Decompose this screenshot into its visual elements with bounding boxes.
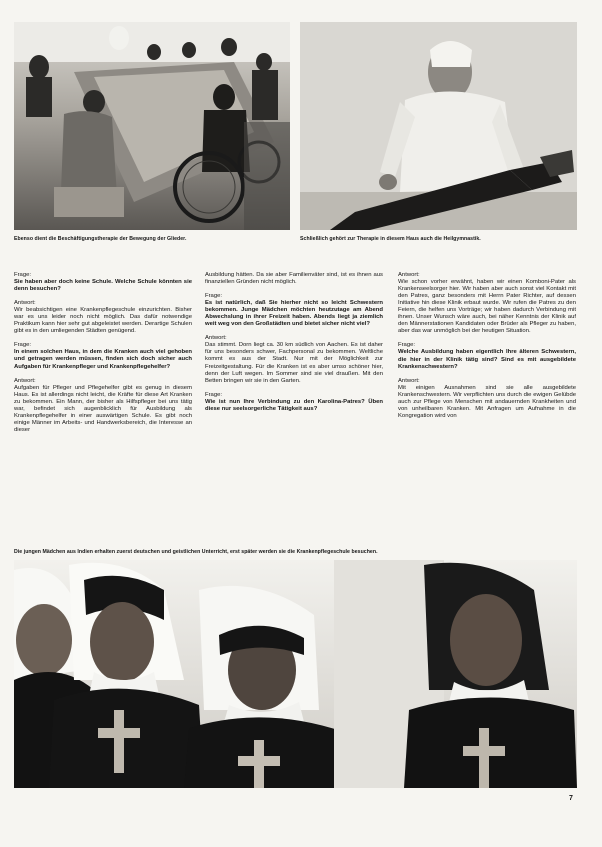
column-3-block-4: Welche Ausbildung haben eigentlich Ihre älteren Schwestern, die hier in der Klinik tätig sind? Sind es mit ausgebildete Krankenschwestern? bbox=[398, 349, 576, 370]
page-number: 7 bbox=[569, 795, 573, 802]
column-2-block-5: Das stimmt. Dorn liegt ca. 30 km südlich von Aachen. Es ist daher für uns besonders schwer, Fachpersonal zu bekommen. Weltliche kommt es aus der Stadt. Nur mit der Möglichkeit zur Freizeitgestaltung. Für die Kranken ist es aber umso schöner hier, denn der Luft wegen. Im Sommer sind sie viel draußen. Mit den Betten bringen wir sie in den Garten. bbox=[205, 342, 383, 384]
nuns-photo bbox=[14, 560, 577, 788]
column-1-block-3: Antwort: bbox=[14, 300, 36, 307]
column-2-block-6: Frage: bbox=[205, 391, 223, 398]
column-2-block-7: Wie ist nun Ihre Verbindung zu den Karolina-Patres? Üben diese nur seelsorgerliche Tätigkeit aus? bbox=[205, 398, 383, 412]
column-3-block-6: Mit einigen Ausnahmen sind sie alle ausgebildete Krankenschwestern. Wir verpflichten uns durch die ewigen Gelübde auch zur Pflege von Menschen mit andauernden Krankheiten und von unheilbaren Kranken. Mit Anfragen um Aufnahme in die Kongregation wird von bbox=[398, 384, 576, 419]
column-2-block-4: Antwort: bbox=[205, 335, 227, 342]
column-3-block-3: Frage: bbox=[398, 342, 416, 349]
column-1-block-4: Wir beabsichtigen eine Krankenpflegeschule einzurichten. Bisher war es uns leider noch nicht möglich. Das dafür notwendige Praktikum kann hier sehr gut abgeleistet werden. Derartige Schulen gibt es in den umliegenden Städten genügend. bbox=[14, 307, 192, 335]
text-column-1 bbox=[14, 272, 192, 434]
column-3-block-2: Wie schon vorher erwähnt, haben wir einen Komboni-Pater als Krankenseelsorger hier. Wir haben aber auch sonst viel Kontakt mit den Patres, ganz besonders mit Herrn Pater Richter, auf dessen Initiative hin diese Klinik erbaut wurde. Wir rufen die Patres zu den Feiern, die helfen uns Vorträge; wir haben dadurch Verbindung mit ihnen. Unser Wunsch wäre auch, bei näher Kenntnis der Klinik auf den Männerstationen Kandidaten oder Brüder als Pfleger zu haben, aber das war unmöglich bei der heutigen Situation. bbox=[398, 279, 576, 335]
column-2-block-1: Ausbildung hätten. Da sie aber Familienväter sind, ist es ihnen aus finanziellen Gründen nicht möglich. bbox=[205, 272, 383, 286]
column-1-block-5: Frage: bbox=[14, 342, 32, 349]
column-1-block-7: Antwort: bbox=[14, 377, 36, 384]
column-3-block-5: Antwort: bbox=[398, 377, 420, 384]
workshop-photo bbox=[14, 22, 290, 230]
column-2-block-3: Es ist natürlich, daß Sie hierher nicht so leicht Schwestern bekommen. Junge Mädchen möchten heutzutage am Abend Abwechslung in ihrer Freizeit haben. Abends liegt ja ziemlich weit weg von den Großstädten und bietet sicher nicht viel? bbox=[205, 300, 383, 328]
text-column-2 bbox=[205, 272, 383, 413]
nuns-caption: Die jungen Mädchen aus Indien erhalten zuerst deutschen und geistlichen Unterricht, erst später werden sie die Krankenpflegeschule besuchen. bbox=[14, 549, 378, 555]
therapy-photo bbox=[300, 22, 577, 230]
column-1-block-1: Frage: bbox=[14, 272, 32, 278]
therapy-caption: Schließlich gehört zur Therapie in diesem Haus auch die Heilgymnastik. bbox=[300, 236, 481, 242]
column-1-block-8: Aufgaben für Pfleger und Pflegehelfer gibt es genug in diesem Haus. Es ist allerdings nicht leicht, die Kräfte für diese Art Kranken zu bekommen. Ein Mann, der bisher als Hilfspfleger bei uns tätig war, befindet sich augenblicklich für Ausbildung als Krankenpflegehelfer in einer auswärtigen Schule. Es gibt noch einige Männer im Arbeits- und Handwerksbereich, die Interesse an dieser bbox=[14, 384, 192, 433]
workshop-caption: Ebenso dient die Beschäftigungstherapie der Bewegung der Glieder. bbox=[14, 236, 187, 242]
text-column-3 bbox=[398, 272, 576, 420]
column-2-block-2: Frage: bbox=[205, 293, 223, 300]
column-1-block-6: In einem solchen Haus, in dem die Kranken auch viel gehoben und getragen werden müssen, finden sich doch sicher auch Aufgaben für Krankenpfleger und Krankenpflegehelfer? bbox=[14, 349, 192, 370]
column-1-block-2: Sie haben aber doch keine Schule. Welche Schule könnten sie denn besuchen? bbox=[14, 279, 192, 293]
column-3-block-1: Antwort: bbox=[398, 272, 420, 278]
